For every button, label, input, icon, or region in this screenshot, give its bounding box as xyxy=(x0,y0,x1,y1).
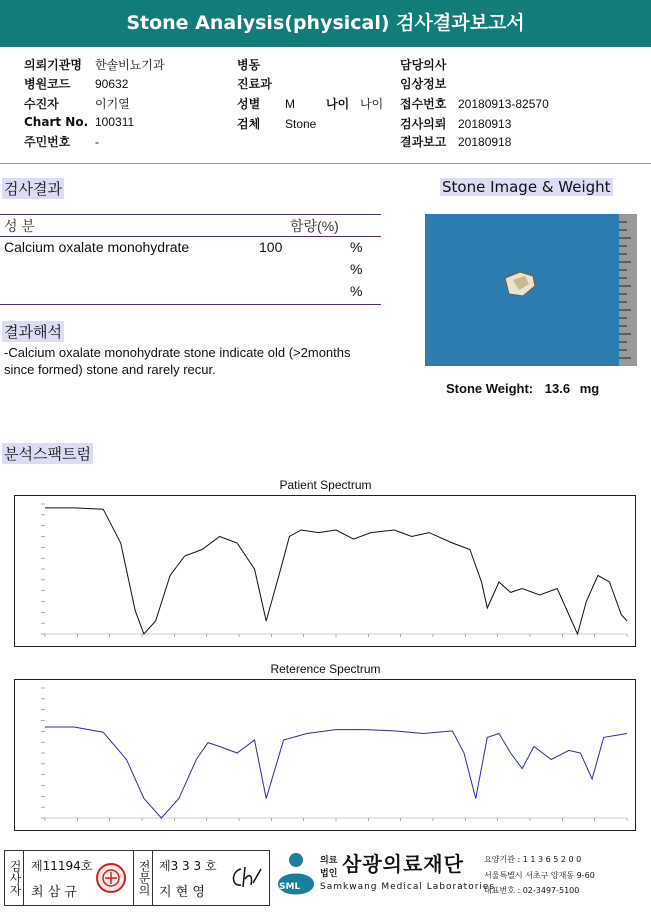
info-left-1-value: 90632 xyxy=(95,77,129,91)
report-title: Stone Analysis(physical) 검사결과보고서 xyxy=(126,12,525,34)
stone-weight-value: 13.6 xyxy=(544,381,571,396)
info-right-3-label: 검사의뢰 xyxy=(400,117,447,131)
info-mid-0 xyxy=(237,56,285,73)
info-left-3-value: 100311 xyxy=(95,115,135,129)
patient-spectrum-title: Patient Spectrum xyxy=(279,478,372,492)
signature-box xyxy=(4,850,270,906)
report-footer xyxy=(0,838,651,916)
info-right-1-label: 임상정보 xyxy=(400,77,447,91)
results-header-rule xyxy=(0,236,381,237)
org-name: 삼광의료재단 xyxy=(342,852,464,876)
institution-code: 요양기관 : 1 1 3 6 5 2 0 0 xyxy=(484,855,582,864)
sml-logo-icon xyxy=(272,850,316,900)
info-right-4-label: 결과보고 xyxy=(400,135,447,149)
info-left-1 xyxy=(24,75,128,92)
interpretation-line-2: since formed) stone and rarely recur. xyxy=(4,362,216,377)
info-left-2-label: 수진자 xyxy=(24,97,59,111)
stone-photo xyxy=(425,214,637,366)
info-mid-1-label: 진료과 xyxy=(237,77,272,91)
info-left-2-value: 이기열 xyxy=(95,97,130,111)
result-unit-2: % xyxy=(350,283,363,299)
stone-weight-label: Stone Weight: xyxy=(446,381,534,396)
content-column-header: 함량(%) xyxy=(290,218,339,234)
tester-label: 검사자 xyxy=(5,851,24,905)
component-column-header: 성 분 xyxy=(4,218,35,234)
info-mid-3-label: 검체 xyxy=(237,117,261,131)
info-age-label: 나이 xyxy=(326,97,350,111)
results-heading: 검사결과 xyxy=(4,180,62,198)
patient-spectrum-chart xyxy=(14,495,636,647)
reference-spectrum-title: Reterence Spectrum xyxy=(270,662,381,676)
info-age xyxy=(326,95,383,112)
patient-spectrum-plot xyxy=(15,496,635,646)
info-mid-3-value: Stone xyxy=(285,117,317,131)
result-component-0: Calcium oxalate monohydrate xyxy=(4,239,190,255)
corp-label-2: 법인 xyxy=(320,869,338,879)
report-header xyxy=(0,0,651,47)
info-age-value: 나이 xyxy=(360,97,384,111)
interpretation-heading: 결과해석 xyxy=(4,323,62,341)
info-left-3-label: Chart No. xyxy=(24,115,89,129)
info-mid-1 xyxy=(237,75,285,92)
info-right-0 xyxy=(400,56,458,73)
info-left-0-label: 의뢰기관명 xyxy=(24,58,82,72)
info-left-4-value: - xyxy=(95,135,99,149)
spectrum-heading: 분석스팩트럼 xyxy=(4,445,91,463)
info-mid-2 xyxy=(237,95,295,112)
info-mid-2-label: 성별 xyxy=(237,97,261,111)
info-right-0-label: 담당의사 xyxy=(400,58,447,72)
info-right-2-value: 20180913-82570 xyxy=(458,97,549,111)
info-left-4-label: 주민번호 xyxy=(24,135,71,149)
reference-spectrum-plot xyxy=(15,680,635,830)
info-right-3 xyxy=(400,115,511,132)
info-mid-2-value: M xyxy=(285,97,295,111)
info-left-0 xyxy=(24,56,165,73)
info-left-2 xyxy=(24,95,130,112)
info-right-2 xyxy=(400,95,549,112)
info-left-1-label: 병원코드 xyxy=(24,77,71,91)
stone-heading: Stone Image & Weight xyxy=(442,178,611,196)
specialist-signature-icon xyxy=(227,863,263,893)
info-mid-3 xyxy=(237,115,316,132)
reference-spectrum-chart xyxy=(14,679,636,831)
stone-weight-unit: mg xyxy=(579,381,600,396)
info-left-3 xyxy=(24,115,134,129)
specialist-label: 전문의 xyxy=(133,851,153,905)
tester-seal-icon xyxy=(95,862,127,894)
info-right-4 xyxy=(400,133,511,150)
sml-logo-text: SML xyxy=(279,882,301,892)
result-unit-0: % xyxy=(350,239,363,255)
divider xyxy=(0,163,651,164)
stone-weight xyxy=(446,381,599,396)
info-right-3-value: 20180913 xyxy=(458,117,512,131)
org-english-name: Samkwang Medical Laboratories xyxy=(320,882,496,892)
info-mid-0-label: 병동 xyxy=(237,58,261,72)
info-right-1 xyxy=(400,75,458,92)
results-bottom-rule xyxy=(0,304,381,305)
phone: 대표번호 : 02-3497-5100 xyxy=(484,886,580,895)
info-right-2-label: 접수번호 xyxy=(400,97,447,111)
specialist-name: 지 현 영 xyxy=(159,885,205,900)
tester-number: 제11194호 xyxy=(31,859,93,873)
info-left-4 xyxy=(24,133,99,150)
info-left-0-value: 한솔비뇨기과 xyxy=(95,58,165,72)
stone-photo-graphic xyxy=(425,214,637,366)
info-right-4-value: 20180918 xyxy=(458,135,512,149)
result-unit-1: % xyxy=(350,261,363,277)
result-value-0: 100 xyxy=(259,239,283,255)
spectrum-line xyxy=(45,508,627,634)
specialist-number: 제3 3 3 호 xyxy=(159,859,217,873)
corp-label-1: 의료 xyxy=(320,856,338,866)
address: 서울특별시 서초구 양재동 9-60 xyxy=(484,871,595,880)
interpretation-line-1: -Calcium oxalate monohydrate stone indicate old (>2months xyxy=(4,345,351,360)
spectrum-line xyxy=(45,727,627,818)
results-top-rule xyxy=(0,214,381,215)
tester-name: 최 삼 규 xyxy=(31,885,77,900)
